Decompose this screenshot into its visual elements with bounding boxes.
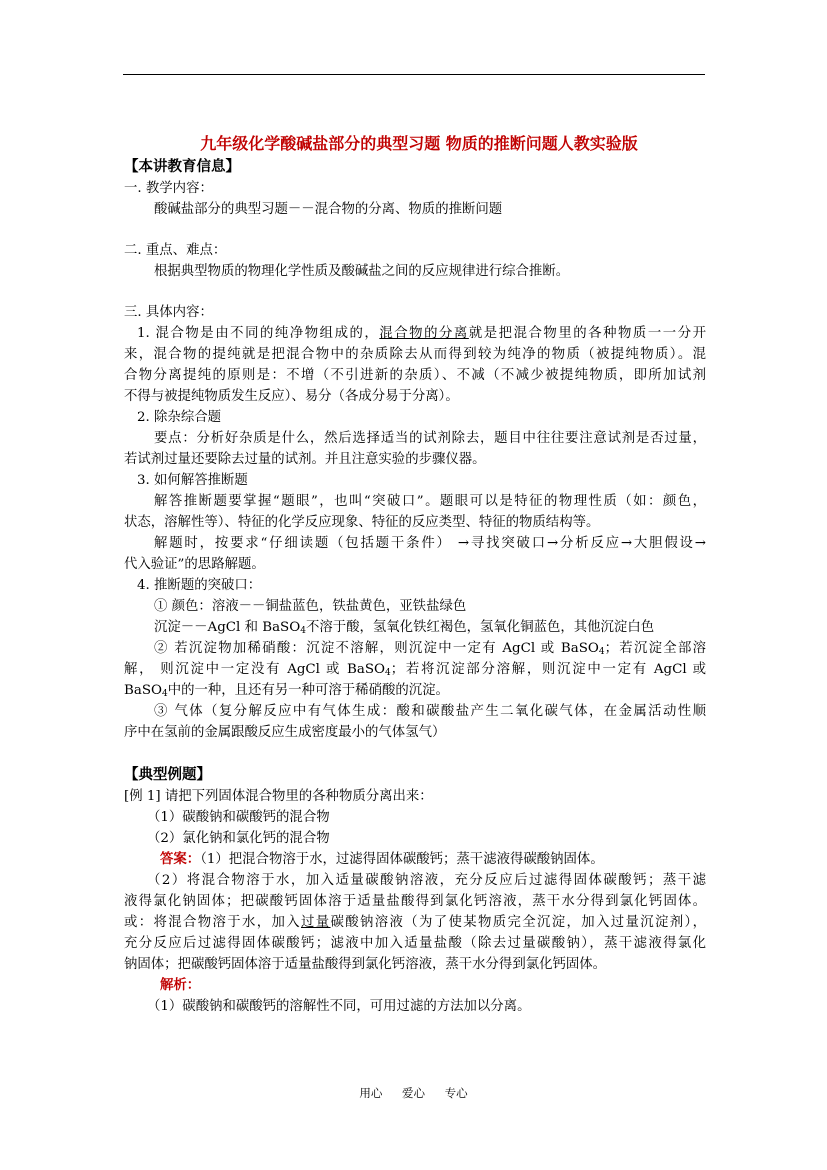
section-heading-examples: 【典型例题】 (124, 766, 211, 783)
header-rule (123, 74, 705, 75)
para3-line1: 解答推断题要掌握“题眼”，也叫“突破口”。题眼可以是特征的物理性质（如：颜色， (154, 494, 706, 509)
underlined-term: 混合物的分离 (379, 326, 469, 341)
answer2-line3: 或：将混合物溶于水，加入过量碳酸钠溶液（为了使某物质完全沉淀，加入过量沉淀剂）， (124, 915, 706, 930)
para1-line4: 不得与被提纯物质发生反应）、易分（各成分易于分离）。 (124, 389, 459, 404)
item2-label: 二. 重点、难点： (124, 243, 227, 258)
answer2-line2: 液得氯化钠固体；把碳酸钙固体溶于适量盐酸得到氯化钙溶液，蒸干水分得到氯化钙固体。 (124, 894, 706, 909)
underlined-term: 过量 (301, 915, 331, 930)
clue-nitric-line2: 解， 则沉淀中一定没有 AgCl 或 BaSO$_4$；若将沉淀部分溶解，则沉淀中一定有 AgCl 或 (124, 662, 706, 678)
example1-part-a: （1）碳酸钠和碳酸钙的混合物 (147, 810, 330, 825)
answer2-line4: 充分反应后过滤得固体碳酸钙；滤液中加入适量盐酸（除去过量碳酸钠），蒸干滤液得氯化 (124, 936, 706, 951)
clue-precipitate: 沉淀－－AgCl 和 BaSO$_4$不溶于酸，氢氧化铁红褐色，氢氧化铜蓝色，其他沉淀白色 (154, 620, 655, 636)
page-footer: 用心 爱心 专心 (359, 1086, 468, 1100)
item3-label: 三. 具体内容： (124, 305, 213, 320)
item2-text: 根据典型物质的物理化学性质及酸碱盐之间的反应规律进行综合推断。 (154, 264, 570, 279)
para2-line2: 若试剂过量还要除去过量的试剂。并且注意实验的步骤仪器。 (124, 452, 486, 467)
item1-text: 酸碱盐部分的典型习题－－混合物的分离、物质的推断问题 (154, 202, 503, 217)
clue-color: ① 颜色：溶液－－铜盐蓝色，铁盐黄色，亚铁盐绿色 (154, 599, 467, 614)
para2-line1: 要点：分析好杂质是什么，然后选择适当的试剂除去，题目中往往要注意试剂是否过量， (154, 431, 706, 446)
para3-title: 3. 如何解答推断题 (137, 473, 248, 488)
analysis-line1: （1）碳酸钠和碳酸钙的溶解性不同，可用过滤的方法加以分离。 (147, 999, 531, 1014)
answer2-line5: 钠固体；把碳酸钙固体溶于适量盐酸得到氯化钙溶液，蒸干水分得到氯化钙固体。 (124, 957, 607, 972)
answer-line1: 答案：（1）把混合物溶于水，过滤得固体碳酸钙；蒸干滤液得碳酸钠固体。 (160, 851, 604, 867)
para1-line1: 1. 混合物是由不同的纯净物组成的，混合物的分离就是把混合物里的各种物质一一分开 (137, 326, 706, 341)
document-body (124, 132, 706, 1017)
para3-line4: 代入验证”的思路解题。 (124, 557, 265, 572)
para3-line2: 状态，溶解性等）、特征的化学反应现象、特征的反应类型、特征的物质结构等。 (124, 515, 600, 530)
example1-part-b: （2）氯化钠和氯化钙的混合物 (147, 831, 330, 846)
document-title: 九年级化学酸碱盐部分的典型习题 物质的推断问题人教实验版 (200, 134, 638, 153)
answer2-line1: （2）将混合物溶于水，加入适量碳酸钠溶液，充分反应后过滤得固体碳酸钙；蒸干滤 (147, 873, 706, 888)
example1-question: [例 1] 请把下列固体混合物里的各种物质分离出来： (124, 789, 433, 804)
para2-title: 2. 除杂综合题 (137, 410, 221, 425)
item1-label: 一. 教学内容： (124, 181, 213, 196)
clue-nitric-line3: BaSO$_4$中的一种，且还有另一种可溶于稀硝酸的沉淀。 (124, 683, 449, 699)
para1-line3: 合物分离提纯的原则是：不增（不引进新的杂质）、不减（不减少被提纯物质，即所加试剂 (124, 368, 706, 383)
para4-title: 4. 推断题的突破口： (137, 578, 262, 593)
clue-gas-line2: 序中在氢前的金属跟酸反应生成密度最小的气体氢气） (124, 725, 446, 740)
para1-line2: 来，混合物的提纯就是把混合物中的杂质除去从而得到较为纯净的物质（被提纯物质）。混 (124, 347, 706, 362)
clue-nitric-line1: ② 若沉淀物加稀硝酸：沉淀不溶解，则沉淀中一定有 AgCl 或 BaSO$_4$；若沉淀全部溶 (154, 641, 706, 657)
answer-label: 答案： (160, 851, 201, 867)
clue-gas-line1: ③ 气体（复分解反应中有气体生成：酸和碳酸盐产生二氧化碳气体，在金属活动性顺 (154, 704, 706, 719)
para3-line3: 解题时，按要求“仔细读题（包括题干条件） →寻找突破口→分析反应→大胆假设→ (154, 536, 706, 551)
analysis-label: 解析： (160, 977, 201, 993)
section-heading-info: 【本讲教育信息】 (124, 158, 240, 175)
